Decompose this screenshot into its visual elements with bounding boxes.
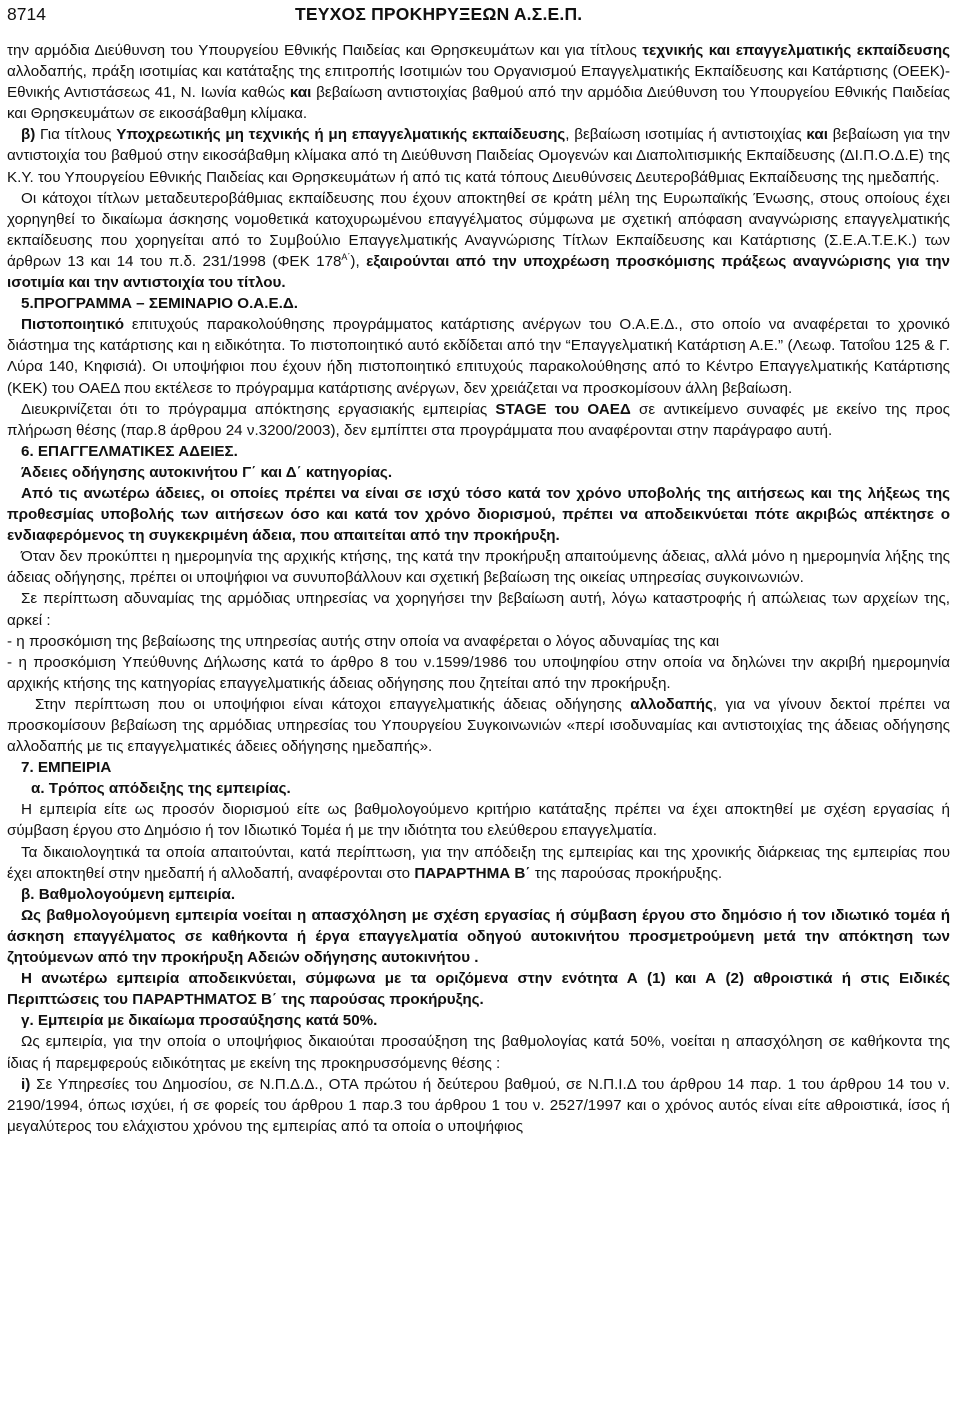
journal-title: ΤΕΥΧΟΣ ΠΡΟΚΗΡΥΞΕΩΝ Α.Σ.Ε.Π.	[295, 4, 583, 24]
text-run: Τα δικαιολογητικά τα οποία απαιτούνται, κατά περίπτωση, για την απόδειξη της εμπειρίας και της χρονικής διάρκειας της εμπειρίας που έχει αποκτηθεί στην ημεδαπή ή αλλοδαπή, αναφέρονται στο	[7, 843, 950, 882]
text-run: βεβαίωση για την αντιστοιχία του βαθμού στην εικοσάβαθμη κλίμακα από τη Διεύθυνση Παιδείας Ομογενών και Διαπολιτισμικής Εκπαίδευσης (ΔΙ.Π.Ο.Δ.Ε) της Κ.Υ. του Υπουργείου Εθνικής Παιδείας και Θρησκευμάτων ή από τις κατά τόπους Διευθύνσεις Δευτεροβάθμιας Εκπαίδευσης της ημεδαπής.	[7, 126, 950, 186]
paragraph-experience-evidence: Η ανωτέρω εμπειρία αποδεικνύεται, σύμφωνα με τα οριζόμενα στην ενότητα Α (1) και Α (2) αθροιστικά ή στις Ειδικές Περιπτώσεις του ΠΑΡΑΡΤΗΜΑΤΟΣ Β΄ της παρούσας προκήρυξης.	[7, 970, 950, 1009]
paragraph-certificate	[7, 314, 950, 398]
subheading-scored-experience: β. Βαθμολογούμενη εμπειρία.	[21, 885, 236, 903]
text-run: , βεβαίωση ισοτιμίας ή αντιστοιχίας	[565, 126, 807, 144]
text-run-bold: Υποχρεωτικής μη τεχνικής ή μη επαγγελματικής εκπαίδευσης	[116, 126, 566, 144]
section-heading-6: 6. ΕΠΑΓΓΕΛΜΑΤΙΚΕΣ ΑΔΕΙΕΣ.	[21, 442, 238, 460]
page-header	[7, 4, 950, 34]
text-run: ),	[350, 252, 367, 270]
document-body	[7, 40, 950, 1137]
paragraph-stage-clarification	[7, 399, 950, 441]
text-run: αλλοδαπής, πράξη ισοτιμίας και κατάταξης της επιτροπής Ισοτιμιών του Οργανισμού Επαγγελματικής Εκπαίδευσης και Κατάρτισης (ΟΕΕΚ)- Εθνικής Αντιστάσεως 41, Ν. Ιωνία καθώς	[7, 63, 950, 102]
text-run: Σε Υπηρεσίες του Δημοσίου, σε Ν.Π.Δ.Δ., ΟΤΑ πρώτου ή δεύτερου βαθμού, σε Ν.Π.Ι.Δ του άρθρου 14 παρ. 1 του άρθρου 14 του ν. 2190/1994, όπως ισχύει, ή σε φορείς του άρθρου 1 παρ.3 του άρθρου 1 του ν. 2527/1997 και ο χρόνος αυτός είναι είτε αθροιστικά, ίσος ή μεγαλύτερος του ελάχιστου χρόνου της εμπειρίας από τα οποία ο υποψήφιος	[7, 1075, 950, 1135]
text-run: Διευκρινίζεται ότι το πρόγραμμα απόκτησης εργασιακής εμπειρίας	[21, 400, 496, 418]
text-run-bold: STAGE του ΟΑΕΔ	[495, 400, 631, 418]
text-run: Στην περίπτωση που οι υποψήφιοι είναι κάτοχοι επαγγελματικής άδειας οδήγησης	[35, 695, 631, 713]
text-run-bold: εξαιρούνται από την υποχρέωση προσκόμισης πράξεως αναγνώρισης για την ισοτιμία και την αντιστοιχία του τίτλου.	[7, 252, 950, 292]
paragraph-experience-definition: Η εμπειρία είτε ως προσόν διορισμού είτε ως βαθμολογούμενο κριτήριο κατάταξης πρέπει να έχει αποκτηθεί με σχέση εργασίας ή σύμβαση έργου στο Δημόσιο ή τον Ιδιωτικό Τομέα ή με την ιδιότητα του ελεύθερου επαγγελματία.	[7, 801, 950, 840]
paragraph-acquisition-date: Όταν δεν προκύπτει η ημερομηνία της αρχικής κτήσης, της κατά την προκήρυξη απαιτούμενης άδειας, αλλά μόνο η ημερομηνία λήξης της άδειας οδήγησης, πρέπει οι υποψήφιοι να συνυποβάλλουν και σχετική βεβαίωση της οικείας υπηρεσίας συγκοινωνιών.	[7, 548, 950, 587]
paragraph-experience-documents	[7, 842, 950, 884]
subheading-driving-licences: Άδειες οδήγησης αυτοκινήτου Γ΄ και Δ΄ κατηγορίας.	[21, 463, 393, 481]
section-heading-5: 5.ΠΡΟΓΡΑΜΜΑ – ΣΕΜΙΝΑΡΙΟ Ο.Α.Ε.Δ.	[21, 295, 298, 313]
text-run-bold: Πιστοποιητικό	[21, 316, 125, 334]
text-run-bold: αλλοδαπής	[630, 695, 713, 713]
text-run-bold: ΠΑΡΑΡΤΗΜΑ Β΄	[414, 864, 531, 882]
text-run: , για να γίνουν δεκτοί πρέπει να προσκομίσουν βεβαίωση της αρμόδιας υπηρεσίας του Υπουργείου Συγκοινωνιών «περί ισοδυναμίας και αντιστοιχίας της άδειας οδήγησης αλλοδαπής με τις επαγγελματικές άδειες οδήγησης ημεδαπής».	[7, 695, 950, 756]
paragraph-licence-validity: Από τις ανωτέρω άδειες, οι οποίες πρέπει να είναι σε ισχύ τόσο κατά τον χρόνο υποβολής της αιτήσεως και της λήξεως της προθεσμίας υποβολής των αιτήσεων όσο και κατά τον χρόνο διορισμού, πρέπει να αποδεικνύεται πότε ακριβώς απέκτησε ο ενδιαφερόμενος τη συγκεκριμένη άδεια, που απαιτείται από την προκήρυξη.	[7, 484, 950, 545]
paragraph-compulsory-education	[7, 124, 950, 187]
list-item-solemn-declaration: - η προσκόμιση Υπεύθυνης Δήλωσης κατά το άρθρο 8 του ν.1599/1986 του υποψηφίου στην οποία να δηλώνει την ακριβή ημερομηνία αρχικής κτήσης της κατηγορίας επαγγελματικής άδειας οδήγησης που ζητείται από την προκήρυξη.	[7, 653, 950, 692]
text-run-bold: β)	[21, 126, 36, 144]
page-number: 8714	[7, 4, 46, 24]
text-run: επιτυχούς παρακολούθησης προγράμματος κατάρτισης ανέργων του Ο.Α.Ε.Δ., στο οποίο να αναφέρεται το χρονικό διάστημα της κατάρτισης και η ειδικότητα. Το πιστοποιητικό αυτό εκδίδεται από την “Επαγγελματική Κατάρτιση Α.Ε.” (Λεωφ. Τατοΐου 125 & Γ. Λύρα 140, Κηφισιά). Οι υποψήφιοι που έχουν ήδη πιστοποιητικό επιτυχούς παρακολούθησης από το Κέντρο Επαγγελματικής Κατάρτισης (ΚΕΚ) του ΟΑΕΔ που εκτέλεσε το πρόγραμμα κατάρτισης ανέργων, δεν χρειάζεται να προσκομίσουν άλλη βεβαίωση.	[7, 316, 950, 397]
text-run-bold: και	[806, 126, 828, 144]
text-run: Για τίτλους	[35, 126, 117, 144]
text-run: Οι κάτοχοι τίτλων μεταδευτεροβάθμιας εκπαίδευσης που έχουν αποκτηθεί σε κράτη μέλη της Ευρωπαϊκής Ένωσης, στους οποίους έχει χορηγηθεί το δικαίωμα άσκησης νομοθετικά κατοχυρωμένου επαγγέλματος σύμφωνα με σχετική απόφαση αναγνώρισης επαγγελματικής εκπαίδευσης που χορηγείται από το Συμβούλιο Επαγγελματικής Αναγνώρισης Τίτλων Εκπαίδευσης και Κατάρτισης (Σ.Ε.Α.Τ.Ε.Κ.) των άρθρων 13 και 14 του π.δ. 231/1998 (ΦΕΚ 178	[7, 189, 950, 270]
paragraph-title-requirements	[7, 40, 950, 124]
text-run: της παρούσας προκήρυξης.	[530, 864, 723, 882]
text-run-bold: i)	[21, 1075, 31, 1093]
subheading-experience-proof: α. Τρόπος απόδειξης της εμπειρίας.	[31, 780, 291, 798]
paragraph-eu-titles	[7, 188, 950, 293]
section-heading-7: 7. ΕΜΠΕΙΡΙΑ	[21, 759, 112, 777]
paragraph-service-inability: Σε περίπτωση αδυναμίας της αρμόδιας υπηρεσίας να χορηγήσει την βεβαίωση αυτή, λόγω καταστροφής ή απώλειας των αρχείων της, αρκεί :	[7, 590, 950, 629]
text-run-bold: και	[289, 84, 312, 102]
paragraph-public-sector	[7, 1074, 950, 1137]
list-item-service-certificate: - η προσκόμιση της βεβαίωσης της υπηρεσίας αυτής στην οποία να αναφέρεται ο λόγος αδυναμίας της και	[7, 632, 720, 650]
text-run: σε αντικείμενο συναφές με εκείνο της προς πλήρωση θέσης (παρ.8 άρθρου 24 ν.3200/2003), δεν εμπίπτει στα προγράμματα που αναφέρονται στην παράγραφο αυτή.	[7, 400, 950, 439]
paragraph-increase-definition: Ως εμπειρία, για την οποία ο υποψήφιος δικαιούται προσαύξηση της βαθμολογίας κατά 50%, νοείται η απασχόληση σε καθήκοντα της ίδιας ή παρεμφερούς ειδικότητας με εκείνη της προκηρυσσόμενης θέσης :	[7, 1033, 950, 1072]
superscript: Α΄	[341, 251, 351, 262]
text-run: βεβαίωση αντιστοιχίας βαθμού από την αρμόδια Διεύθυνση του Υπουργείου Εθνικής Παιδείας και Θρησκευμάτων σε εικοσάβαθμη κλίμακα.	[7, 84, 950, 123]
paragraph-scored-experience: Ως βαθμολογούμενη εμπειρία νοείται η απασχόληση με σχέση εργασίας ή σύμβαση έργου στο δημόσιο ή τον ιδιωτικό τομέα ή άσκηση επαγγέλματος σε καθήκοντα ή έργα επαγγελματία οδηγού αυτοκινήτου προσμετρούμενη μετά την απόκτηση των ζητούμενων από την προκήρυξη Αδειών οδήγησης αυτοκινήτου .	[7, 906, 950, 967]
paragraph-foreign-licence	[7, 694, 950, 757]
text-run-bold: τεχνικής και επαγγελματικής εκπαίδευσης	[642, 42, 951, 59]
subheading-increase-50: γ. Εμπειρία με δικαίωμα προσαύξησης κατά 50%.	[21, 1012, 378, 1030]
text-run: την αρμόδια Διεύθυνση του Υπουργείου Εθνικής Παιδείας και Θρησκευμάτων και για τίτλους	[7, 42, 643, 59]
